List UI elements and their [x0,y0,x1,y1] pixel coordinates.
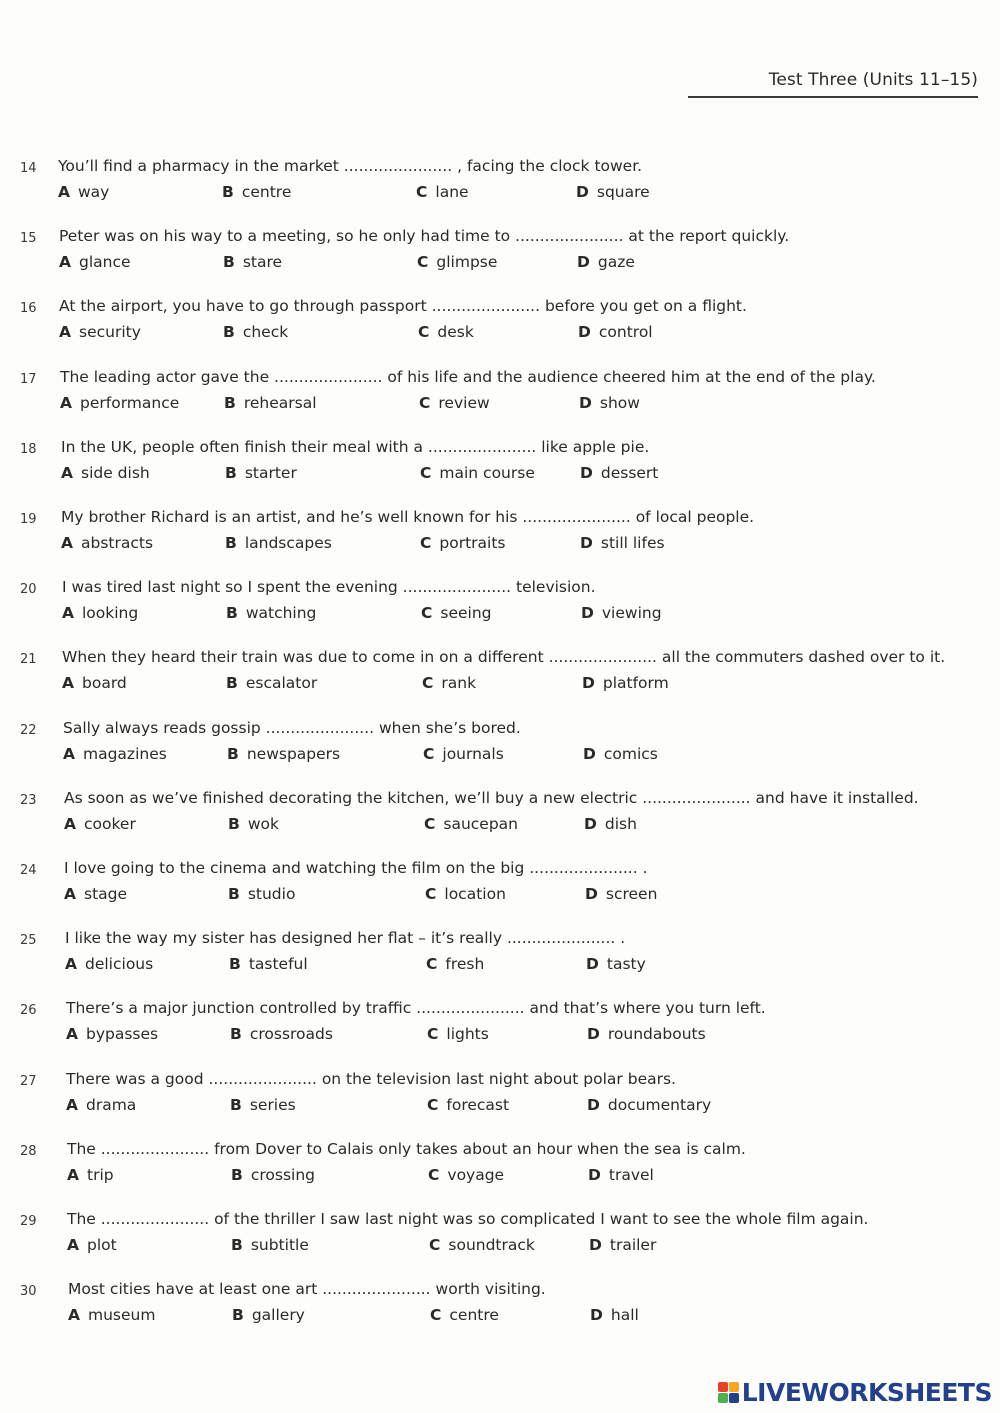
option-letter: B [231,1166,243,1184]
option-text: wok [247,815,279,833]
option-text: trip [87,1166,114,1184]
answer-option-c [427,1025,489,1043]
option-letter: B [222,183,234,201]
option-text: watching [245,604,317,622]
option-text: performance [80,394,180,412]
answer-option-d [587,1025,706,1043]
option-letter: B [228,885,240,903]
answer-option-a [61,534,153,552]
answer-option-d [589,1236,656,1254]
question-number: 21 [20,652,37,667]
question-number: 27 [20,1074,37,1089]
answer-option-a [60,394,179,412]
option-letter: C [420,534,432,552]
option-letter: D [590,1306,603,1324]
option-letter: C [417,253,429,271]
answer-option-a [65,955,153,973]
liveworksheets-logo [718,1378,992,1407]
option-text: desk [437,323,474,341]
option-text: way [78,183,110,201]
option-text: starter [244,464,297,482]
option-text: tasty [606,955,646,973]
question-number: 14 [20,161,37,176]
answer-option-c [418,323,474,341]
answer-option-c [419,394,490,412]
option-letter: A [64,815,76,833]
answer-option-c [417,253,497,271]
question-stem: There’s a major junction controlled by traffic ...................... and that’s where you turn left. [66,999,766,1017]
option-letter: D [582,674,595,692]
question-number: 28 [20,1144,37,1159]
option-text: trailer [609,1236,657,1254]
answer-option-b [228,815,279,833]
question-number: 18 [20,442,37,457]
answer-option-b [227,745,340,763]
answer-option-a [68,1306,155,1324]
answer-option-a [64,815,136,833]
option-letter: C [427,1096,439,1114]
option-letter: D [581,604,594,622]
option-letter: D [583,745,596,763]
option-letter: A [61,464,73,482]
option-text: comics [603,745,658,763]
answer-option-b [232,1306,305,1324]
option-text: museum [88,1306,156,1324]
answer-option-c [420,534,506,552]
option-text: still lifes [600,534,665,552]
option-text: screen [605,885,658,903]
option-text: crossroads [249,1025,333,1043]
answer-option-d [590,1306,639,1324]
answer-option-a [63,745,167,763]
option-letter: C [430,1306,442,1324]
answer-option-c [429,1236,535,1254]
option-letter: D [577,253,590,271]
option-text: drama [86,1096,137,1114]
question-number: 29 [20,1214,37,1229]
option-letter: A [68,1306,80,1324]
option-letter: B [226,674,238,692]
option-letter: B [223,323,235,341]
answer-option-a [62,604,138,622]
option-letter: B [232,1306,244,1324]
option-text: lane [435,183,469,201]
logo-text: LIVEWORKSHEETS [741,1378,992,1407]
option-letter: B [231,1236,243,1254]
answer-option-d [588,1166,654,1184]
question-number: 23 [20,793,37,808]
question-stem: Peter was on his way to a meeting, so he only had time to ...................... at the report quickly. [59,227,790,245]
option-text: newspapers [246,745,341,763]
answer-option-b [230,1025,333,1043]
option-letter: B [225,534,237,552]
liveworksheets-logo-icon [718,1382,739,1403]
option-letter: C [424,815,436,833]
option-text: roundabouts [607,1025,706,1043]
question-stem: I was tired last night so I spent the evening ...................... television. [62,578,596,596]
option-text: studio [247,885,296,903]
option-letter: A [59,253,71,271]
answer-option-d [580,534,665,552]
answer-option-b [223,323,288,341]
answer-option-b [224,394,317,412]
option-letter: C [427,1025,439,1043]
option-text: check [242,323,289,341]
answer-option-d [577,253,635,271]
option-letter: C [421,604,433,622]
answer-option-a [59,253,131,271]
option-letter: D [589,1236,602,1254]
option-letter: A [67,1236,79,1254]
answer-option-d [587,1096,711,1114]
option-text: magazines [83,745,167,763]
answer-option-c [416,183,469,201]
option-letter: A [66,1025,78,1043]
option-text: delicious [85,955,154,973]
option-text: seeing [440,604,492,622]
question-number: 20 [20,582,37,597]
answer-option-b [222,183,291,201]
option-letter: D [576,183,589,201]
option-text: gaze [597,253,635,271]
option-text: portraits [439,534,506,552]
option-letter: C [428,1166,440,1184]
answer-option-c [430,1306,499,1324]
question-number: 25 [20,933,37,948]
page-title: Test Three (Units 11–15) [768,70,978,90]
option-text: abstracts [81,534,154,552]
option-text: saucepan [443,815,519,833]
answer-option-d [581,604,662,622]
option-text: dessert [600,464,659,482]
answer-option-c [428,1166,504,1184]
question-number: 15 [20,231,37,246]
option-letter: A [64,885,76,903]
option-text: main course [439,464,535,482]
option-text: board [82,674,127,692]
answer-option-a [58,183,109,201]
option-letter: A [63,745,75,763]
answer-option-b [225,464,297,482]
option-text: bypasses [86,1025,159,1043]
option-letter: B [223,253,235,271]
option-letter: D [584,815,597,833]
option-text: gallery [251,1306,305,1324]
option-letter: C [426,955,438,973]
option-text: dish [604,815,637,833]
option-text: forecast [446,1096,510,1114]
option-text: subtitle [250,1236,309,1254]
option-letter: A [60,394,72,412]
option-text: location [444,885,506,903]
option-text: security [79,323,141,341]
answer-option-a [59,323,141,341]
answer-option-d [576,183,650,201]
option-text: tasteful [248,955,308,973]
question-stem: The leading actor gave the ...................... of his life and the audience cheered him at the end of the play. [60,368,876,386]
option-letter: D [587,1096,600,1114]
question-stem: In the UK, people often finish their meal with a ...................... like apple pie. [61,438,650,456]
option-text: control [598,323,653,341]
answer-option-a [66,1025,158,1043]
answer-option-d [578,323,653,341]
logo-square-blue [729,1393,739,1403]
option-text: travel [608,1166,654,1184]
option-text: centre [241,183,292,201]
option-text: voyage [447,1166,505,1184]
question-stem: When they heard their train was due to come in on a different ...................... all the commuters dashed over to it. [62,648,946,666]
option-letter: C [416,183,428,201]
option-letter: A [59,323,71,341]
option-text: stage [84,885,128,903]
option-letter: A [66,1096,78,1114]
answer-option-d [585,885,657,903]
option-text: rank [441,674,477,692]
option-letter: B [226,604,238,622]
answer-option-b [229,955,308,973]
answer-option-a [67,1166,114,1184]
option-letter: D [578,323,591,341]
answer-option-c [425,885,506,903]
answer-option-a [64,885,127,903]
option-text: fresh [445,955,485,973]
option-text: show [599,394,640,412]
option-letter: C [423,745,435,763]
question-number: 30 [20,1284,37,1299]
option-letter: D [580,534,593,552]
answer-option-b [223,253,282,271]
option-letter: A [61,534,73,552]
option-text: documentary [607,1096,712,1114]
option-text: escalator [245,674,318,692]
option-letter: A [58,183,70,201]
question-number: 17 [20,372,37,387]
option-text: plot [87,1236,117,1254]
option-letter: A [67,1166,79,1184]
logo-square-orange [729,1382,739,1392]
answer-option-d [583,745,658,763]
answer-option-a [66,1096,136,1114]
page-header [688,70,978,98]
option-letter: D [579,394,592,412]
answer-option-b [230,1096,296,1114]
answer-option-a [62,674,127,692]
answer-option-b [231,1236,309,1254]
question-stem: My brother Richard is an artist, and he’s well known for his ...................... of local people. [61,508,755,526]
option-letter: C [422,674,434,692]
answer-option-d [586,955,646,973]
option-letter: B [229,955,241,973]
answer-option-d [582,674,669,692]
option-text: review [438,394,490,412]
question-number: 22 [20,723,37,738]
option-letter: C [429,1236,441,1254]
option-text: hall [610,1306,639,1324]
answer-option-c [423,745,504,763]
answer-option-c [420,464,535,482]
question-stem: Most cities have at least one art ...................... worth visiting. [68,1280,546,1298]
option-text: cooker [84,815,136,833]
answer-option-b [228,885,295,903]
option-letter: B [225,464,237,482]
option-text: side dish [81,464,150,482]
option-text: crossing [250,1166,315,1184]
question-number: 26 [20,1003,37,1018]
question-stem: Sally always reads gossip ...................... when she’s bored. [63,719,521,737]
option-letter: C [418,323,430,341]
answer-option-b [226,674,317,692]
answer-option-c [421,604,492,622]
option-letter: B [227,745,239,763]
option-letter: A [65,955,77,973]
logo-square-green [718,1393,728,1403]
question-stem: I love going to the cinema and watching the film on the big ...................... . [64,859,648,877]
answer-option-a [61,464,150,482]
option-letter: B [230,1096,242,1114]
question-stem: There was a good ...................... on the television last night about polar bears. [66,1070,676,1088]
answer-option-c [427,1096,509,1114]
answer-option-b [225,534,332,552]
option-text: soundtrack [448,1236,535,1254]
option-text: viewing [601,604,662,622]
option-text: lights [446,1025,489,1043]
option-text: glimpse [436,253,498,271]
question-number: 24 [20,863,37,878]
option-letter: D [588,1166,601,1184]
option-letter: B [230,1025,242,1043]
option-letter: C [420,464,432,482]
question-stem: You’ll find a pharmacy in the market ...................... , facing the clock tower. [58,157,643,175]
option-letter: A [62,604,74,622]
option-text: journals [442,745,504,763]
option-letter: D [580,464,593,482]
option-text: platform [602,674,669,692]
option-letter: D [585,885,598,903]
option-text: looking [82,604,139,622]
logo-square-red [718,1382,728,1392]
question-stem: I like the way my sister has designed her flat – it’s really ...................... . [65,929,626,947]
header-divider [688,96,978,98]
option-letter: B [224,394,236,412]
answer-option-b [226,604,316,622]
question-stem: The ...................... of the thriller I saw last night was so complicated I want to see the whole film again. [67,1210,869,1228]
option-text: centre [449,1306,499,1324]
question-stem: The ...................... from Dover to Calais only takes about an hour when the sea is calm. [67,1140,746,1158]
option-letter: D [587,1025,600,1043]
option-letter: C [425,885,437,903]
question-number: 16 [20,301,37,316]
option-text: series [249,1096,296,1114]
question-stem: At the airport, you have to go through passport ...................... before you get on a flight. [59,297,747,315]
option-text: square [596,183,650,201]
answer-option-c [426,955,484,973]
option-letter: B [228,815,240,833]
option-letter: C [419,394,431,412]
option-letter: D [586,955,599,973]
answer-option-d [580,464,658,482]
question-stem: As soon as we’ve finished decorating the kitchen, we’ll buy a new electric ...................... and have it installed. [64,789,919,807]
option-text: rehearsal [243,394,317,412]
question-number: 19 [20,512,37,527]
answer-option-d [579,394,640,412]
answer-option-c [422,674,476,692]
option-letter: A [62,674,74,692]
option-text: stare [242,253,283,271]
answer-option-b [231,1166,315,1184]
answer-option-d [584,815,637,833]
option-text: glance [79,253,131,271]
answer-option-a [67,1236,117,1254]
option-text: landscapes [244,534,332,552]
answer-option-c [424,815,518,833]
